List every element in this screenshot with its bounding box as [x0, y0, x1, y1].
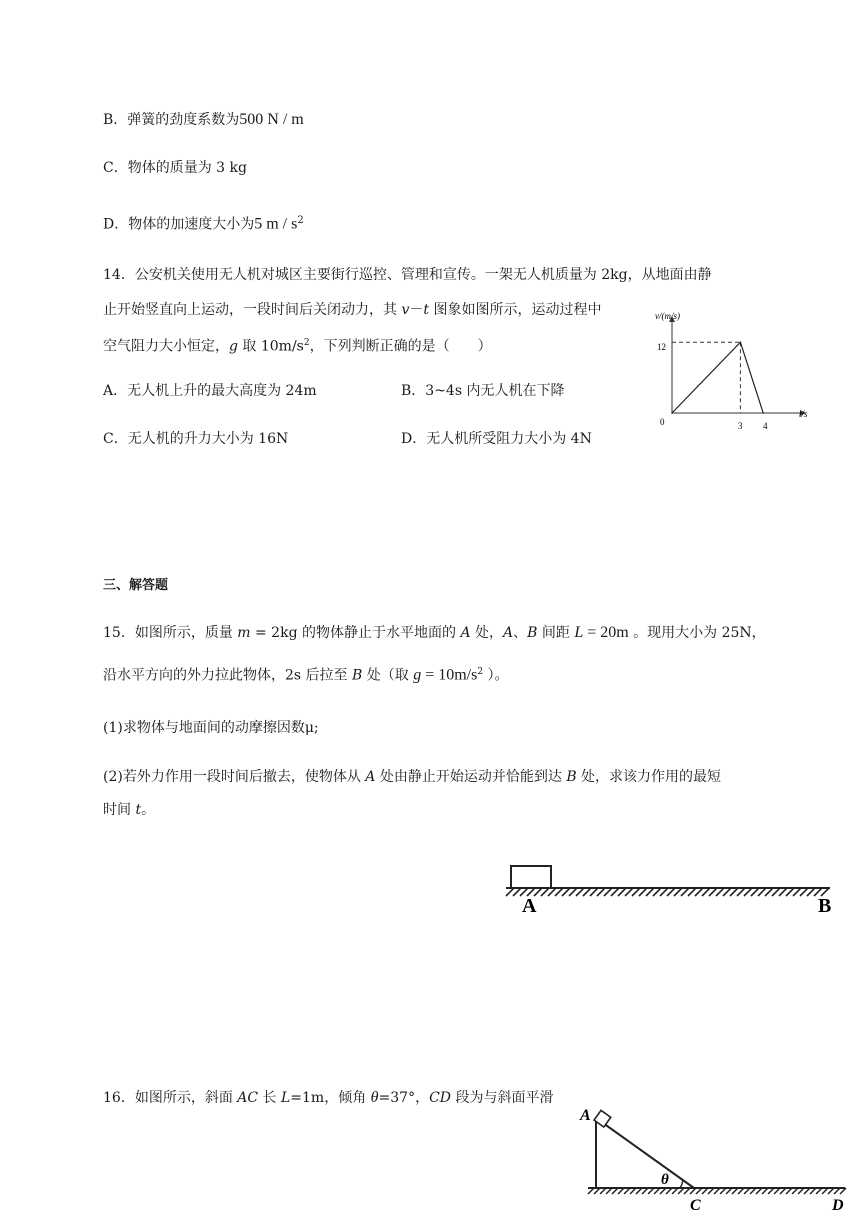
q14-stem-line3: [103, 333, 492, 357]
q14-option-b: B．3~4s 内无人机在下降: [401, 383, 565, 399]
q16-angle-arc: [680, 1180, 683, 1188]
q15-l1-d: 、: [513, 625, 528, 641]
q16-d: =37°，: [378, 1090, 430, 1106]
q15-p3-b: 。: [141, 802, 156, 818]
q15-block: [511, 866, 551, 888]
q15-l2-d: ）。: [483, 667, 509, 684]
q15-var-B2: B: [352, 667, 363, 684]
chart-x-tick-3: 3: [738, 421, 743, 431]
q15-p2-var-B: B: [566, 769, 577, 785]
q13-option-d-sup: 2: [297, 215, 304, 226]
q15-figure: [500, 858, 845, 918]
q14-line3-sup: 2: [303, 338, 310, 348]
chart-point: [671, 412, 673, 414]
q15-part2-line1: [103, 767, 721, 787]
q15-l1-e: 间距: [537, 625, 575, 641]
q13-option-c: C．物体的质量为 3 kg: [103, 160, 247, 176]
q14-line3-mid: 取 10m/s: [237, 338, 304, 355]
chart-point: [762, 412, 764, 414]
q14-line3-post: ，下列判断正确的是（ ）: [309, 338, 492, 355]
q15-p3-a: 时间: [103, 802, 136, 818]
q15-l2-b: 处（取: [362, 667, 414, 684]
q16-c: =1m，倾角: [290, 1090, 371, 1106]
q15-l1-g: 。现用大小为 25N，: [628, 625, 766, 641]
q15-var-B: B: [527, 625, 538, 641]
chart-origin-label: 0: [660, 417, 665, 427]
q15-p2-a: (2)若外力作用一段时间后撤去，使物体从: [103, 769, 366, 785]
chart-x-tick-4: 4: [763, 421, 768, 431]
q14-option-d: D．无人机所受阻力大小为 4N: [401, 431, 592, 447]
q16-e: 段为与斜面平滑: [451, 1090, 554, 1106]
q16-stem-line1: [103, 1088, 553, 1108]
q16-label-A: A: [580, 1107, 591, 1124]
q14-option-a: A．无人机上升的最大高度为 24m: [103, 383, 317, 399]
chart-y-tick-12: 12: [657, 342, 666, 352]
q14-var-t: t: [423, 302, 430, 318]
q14-option-c: C．无人机的升力大小为 16N: [103, 431, 289, 447]
chart-point: [740, 341, 742, 343]
q15-var-A: A: [460, 625, 471, 641]
q15-l2-a: 沿水平方向的外力拉此物体，2s 后拉至: [103, 667, 352, 684]
q16-var-AC: AC: [237, 1090, 259, 1106]
q16-label-D: D: [832, 1197, 844, 1214]
q15-var-L: L: [574, 624, 584, 641]
q15-var-t: t: [135, 802, 142, 818]
q15-p2-c: 处，求该力作用的最短: [576, 769, 722, 785]
q14-line2-pre: 止开始竖直向上运动，一段时间后关闭动力，其: [103, 302, 402, 318]
vt-chart: [650, 305, 820, 435]
q15-l1-b: = 2kg 的物体静止于水平地面的: [250, 625, 461, 641]
q16-var-L: L: [281, 1090, 291, 1106]
q16-label-theta: θ: [661, 1172, 669, 1188]
q15-stem-line1: [103, 623, 766, 643]
q16-var-theta: θ: [370, 1089, 379, 1106]
q15-label-B: B: [818, 895, 832, 917]
q15-var-g: g: [413, 666, 422, 684]
q13-option-d: [103, 211, 304, 235]
q15-p2-var-A: A: [365, 769, 376, 785]
chart-series-line: [672, 342, 763, 413]
q15-stem-line2: [103, 662, 509, 686]
q14-var-g: g: [229, 338, 238, 355]
q15-p2-b: 处由静止开始运动并恰能到达: [375, 769, 567, 785]
q16-var-CD: CD: [429, 1090, 452, 1106]
q16-a: 16．如图所示，斜面: [103, 1090, 238, 1106]
q13-option-d-math: 5 m / s: [254, 215, 298, 233]
q14-line2-post: 图象如图所示，运动过程中: [429, 302, 602, 318]
q13-option-b: [103, 110, 304, 130]
q15-l2-c: = 10m/s: [421, 666, 478, 684]
q15-l2-sup: 2: [477, 667, 484, 677]
q15-l1-a: 15．如图所示，质量: [103, 625, 238, 641]
q15-ground-hatch: [506, 888, 829, 896]
chart-xlabel: t/s: [799, 409, 808, 419]
q14-stem-line2: [103, 300, 601, 320]
q16-figure: [570, 1100, 855, 1216]
section-title: 三、解答题: [103, 578, 169, 593]
q14-line3-pre: 空气阻力大小恒定，: [103, 338, 229, 355]
q15-part1: (1)求物体与地面间的动摩擦因数μ;: [103, 720, 319, 736]
q16-label-C: C: [690, 1197, 701, 1214]
q15-var-m: m: [237, 625, 251, 641]
q15-l1-c: 处，: [470, 625, 504, 641]
chart-ylabel: v/(m/s): [655, 311, 680, 321]
q14-var-v: v: [401, 302, 410, 318]
q15-part2-line2: [103, 800, 155, 820]
q13-option-b-math: 500 N / m: [239, 111, 304, 128]
q14-stem-line1: 14．公安机关使用无人机对城区主要街行巡控、管理和宣传。一架无人机质量为 2kg，从地面由静: [103, 267, 712, 283]
q16-b: 长: [258, 1090, 281, 1106]
q15-label-A: A: [522, 895, 537, 917]
q15-l1-f: = 20m: [583, 624, 629, 641]
q14-dash: －: [409, 302, 424, 318]
q13-option-d-text: D．物体的加速度大小为: [103, 216, 255, 233]
q15-var-A2: A: [503, 625, 514, 641]
q13-option-b-text: B．弹簧的劲度系数为: [103, 112, 240, 128]
q16-incline: [596, 1118, 694, 1188]
